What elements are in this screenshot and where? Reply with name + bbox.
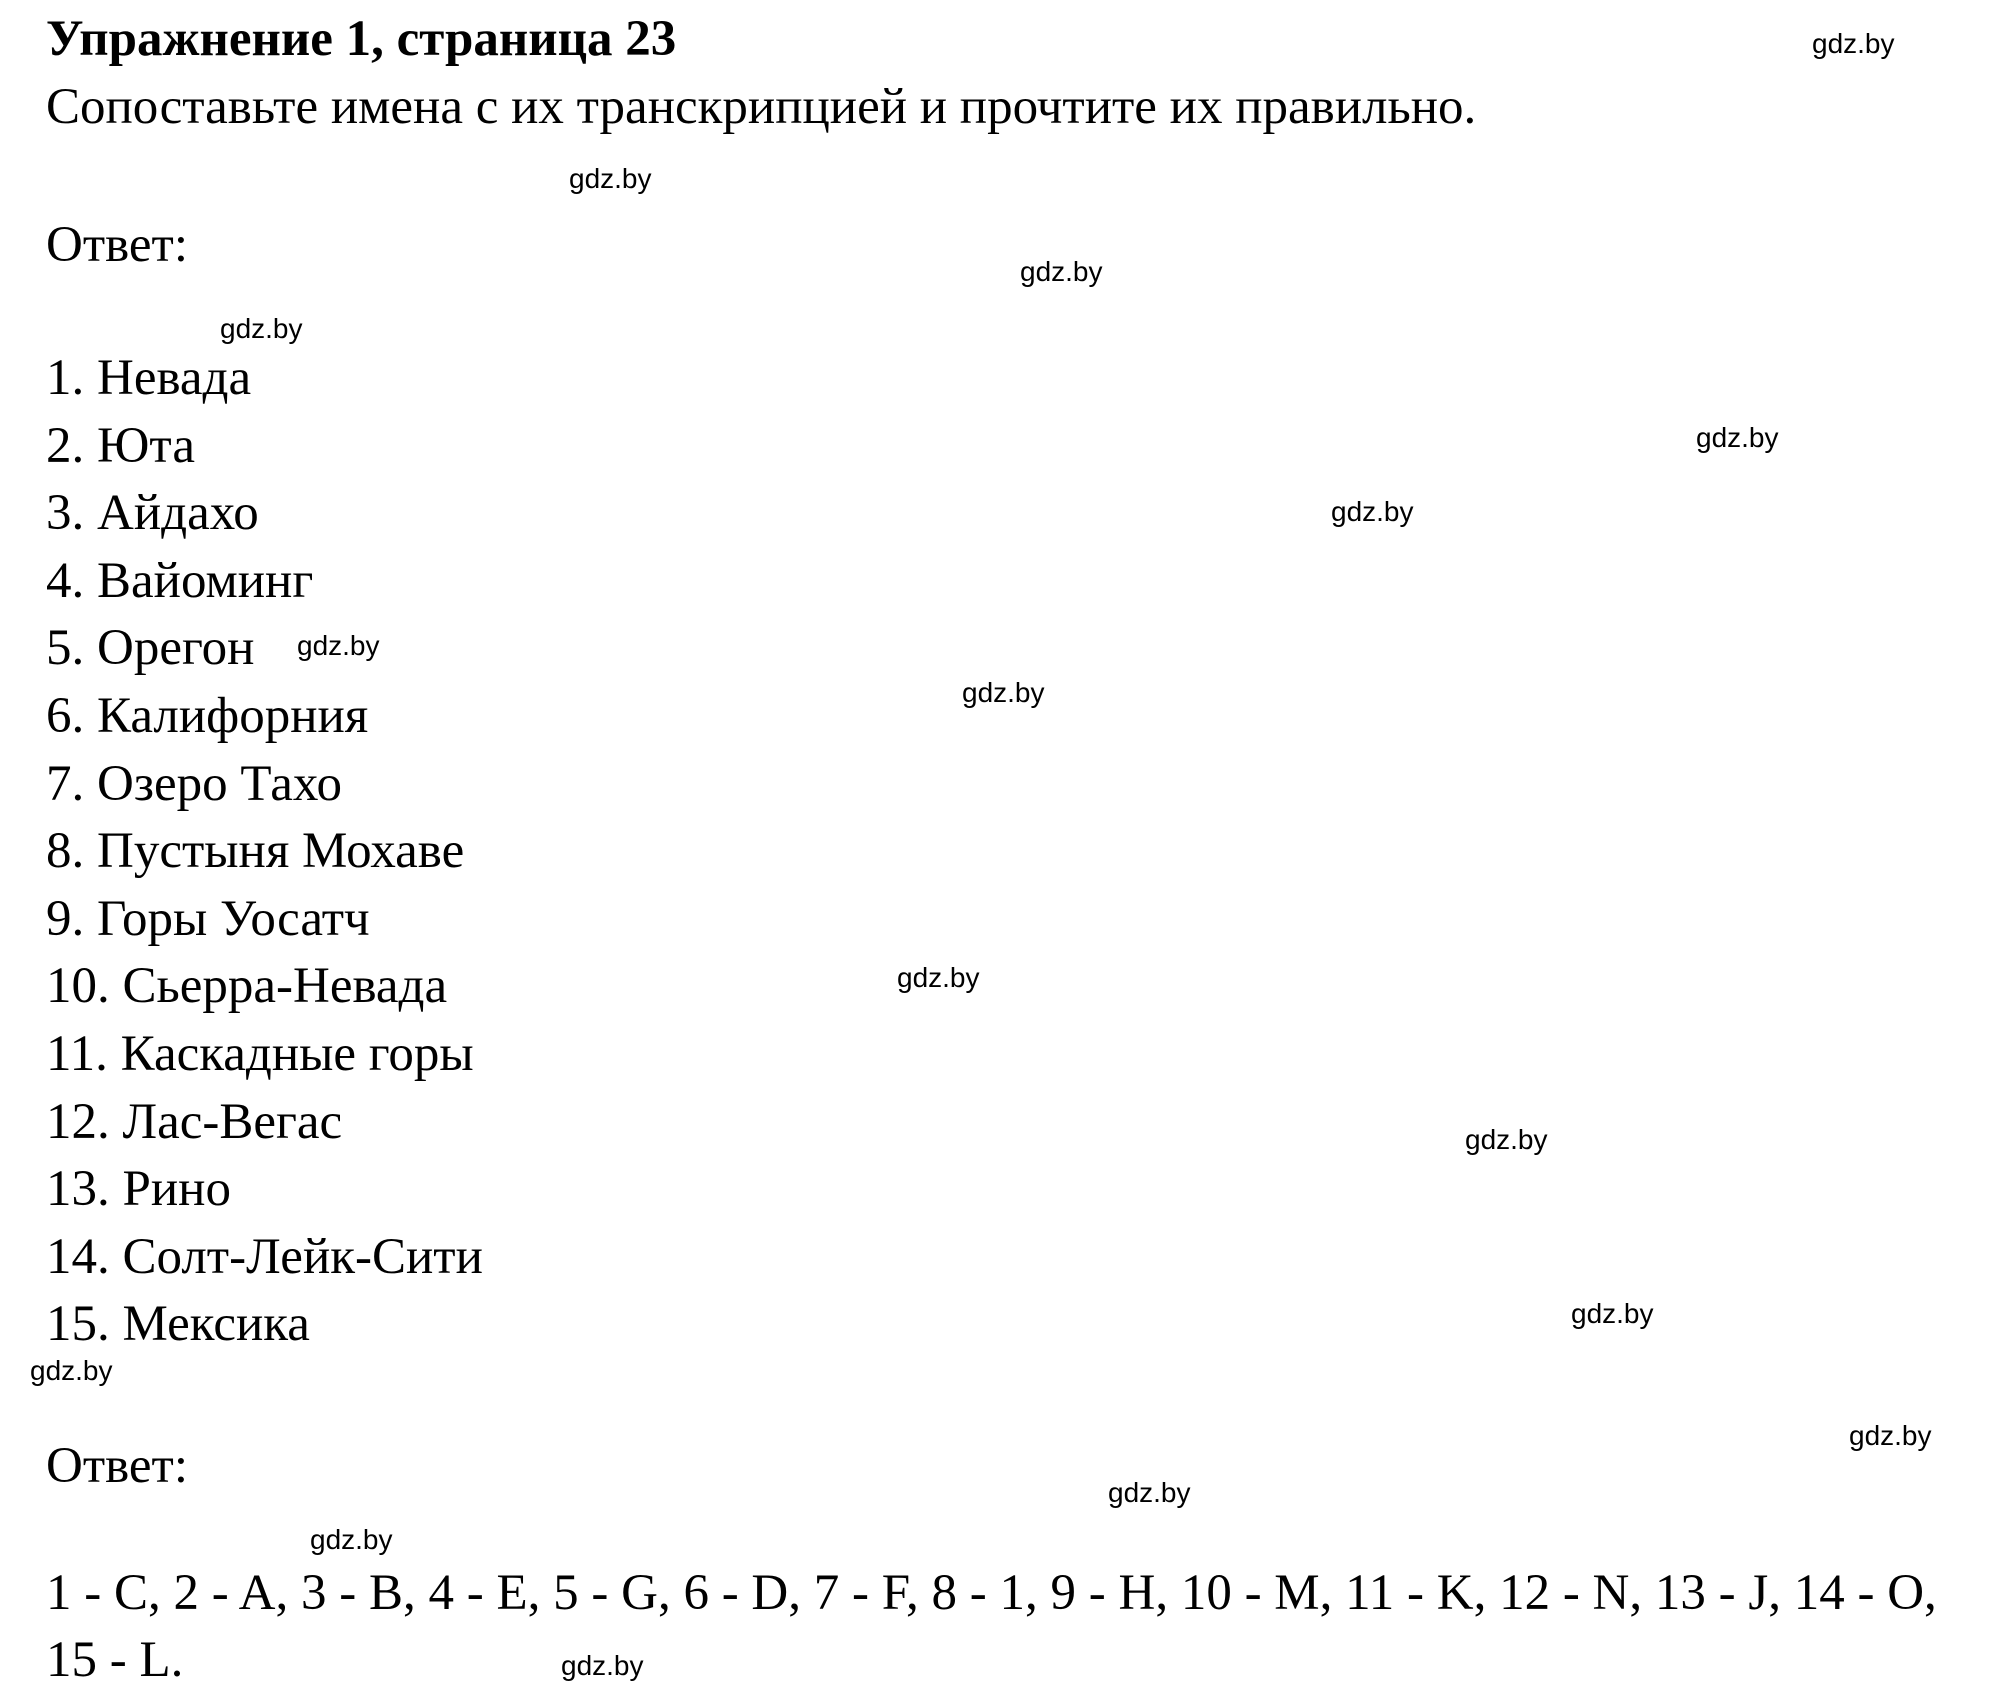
list-item: 8. Пустыня Мохаве xyxy=(46,823,465,880)
list-item: 15. Мексика xyxy=(46,1296,310,1353)
list-item: 10. Сьерра-Невада xyxy=(46,958,448,1015)
watermark: gdz.by xyxy=(1020,256,1103,287)
answer-matches: 1 - C, 2 - A, 3 - B, 4 - E, 5 - G, 6 - D, 7 - F, 8 - 1, 9 - H, 10 - M, 11 - K, 12 - N, 13 - J, 14 - O, 15 - L. xyxy=(46,1565,1937,1688)
watermark: gdz.by xyxy=(30,1355,113,1386)
list-item: 11. Каскадные горы xyxy=(46,1025,474,1082)
watermark: gdz.by xyxy=(962,677,1045,708)
watermark: gdz.by xyxy=(1331,496,1414,527)
watermark: gdz.by xyxy=(1465,1124,1548,1155)
answer-label-first: Ответ: xyxy=(46,217,188,273)
watermark: gdz.by xyxy=(297,630,380,661)
list-item: 2. Юта xyxy=(46,417,195,474)
watermark: gdz.by xyxy=(1812,28,1895,59)
exercise-instruction: Сопоставьте имена с их транскрипцией и прочтите их правильно. xyxy=(46,79,1477,135)
list-item: 12. Лас-Вегас xyxy=(46,1093,343,1150)
list-item: 7. Озеро Тахо xyxy=(46,755,342,812)
watermark: gdz.by xyxy=(220,313,303,344)
watermark: gdz.by xyxy=(1696,422,1779,453)
watermark: gdz.by xyxy=(1108,1477,1191,1508)
watermark: gdz.by xyxy=(897,962,980,993)
exercise-title: Упражнение 1, страница 23 xyxy=(46,11,677,67)
list-item: 13. Рино xyxy=(46,1161,231,1218)
list-item: 6. Калифорния xyxy=(46,687,369,744)
list-item: 1. Невада xyxy=(46,350,252,406)
watermark: gdz.by xyxy=(1571,1298,1654,1329)
list-item: 4. Вайоминг xyxy=(46,552,314,609)
answer-label-second: Ответ: xyxy=(46,1438,188,1494)
list-item: 3. Айдахо xyxy=(46,485,259,542)
watermark: gdz.by xyxy=(310,1524,393,1555)
watermark: gdz.by xyxy=(569,163,652,194)
watermark: gdz.by xyxy=(561,1650,644,1681)
watermark: gdz.by xyxy=(1849,1420,1932,1451)
list-item: 5. Орегон xyxy=(46,620,255,677)
list-item: 14. Солт-Лейк-Сити xyxy=(46,1228,483,1285)
list-item: 9. Горы Уосатч xyxy=(46,890,370,947)
place-names-list xyxy=(46,345,483,1359)
